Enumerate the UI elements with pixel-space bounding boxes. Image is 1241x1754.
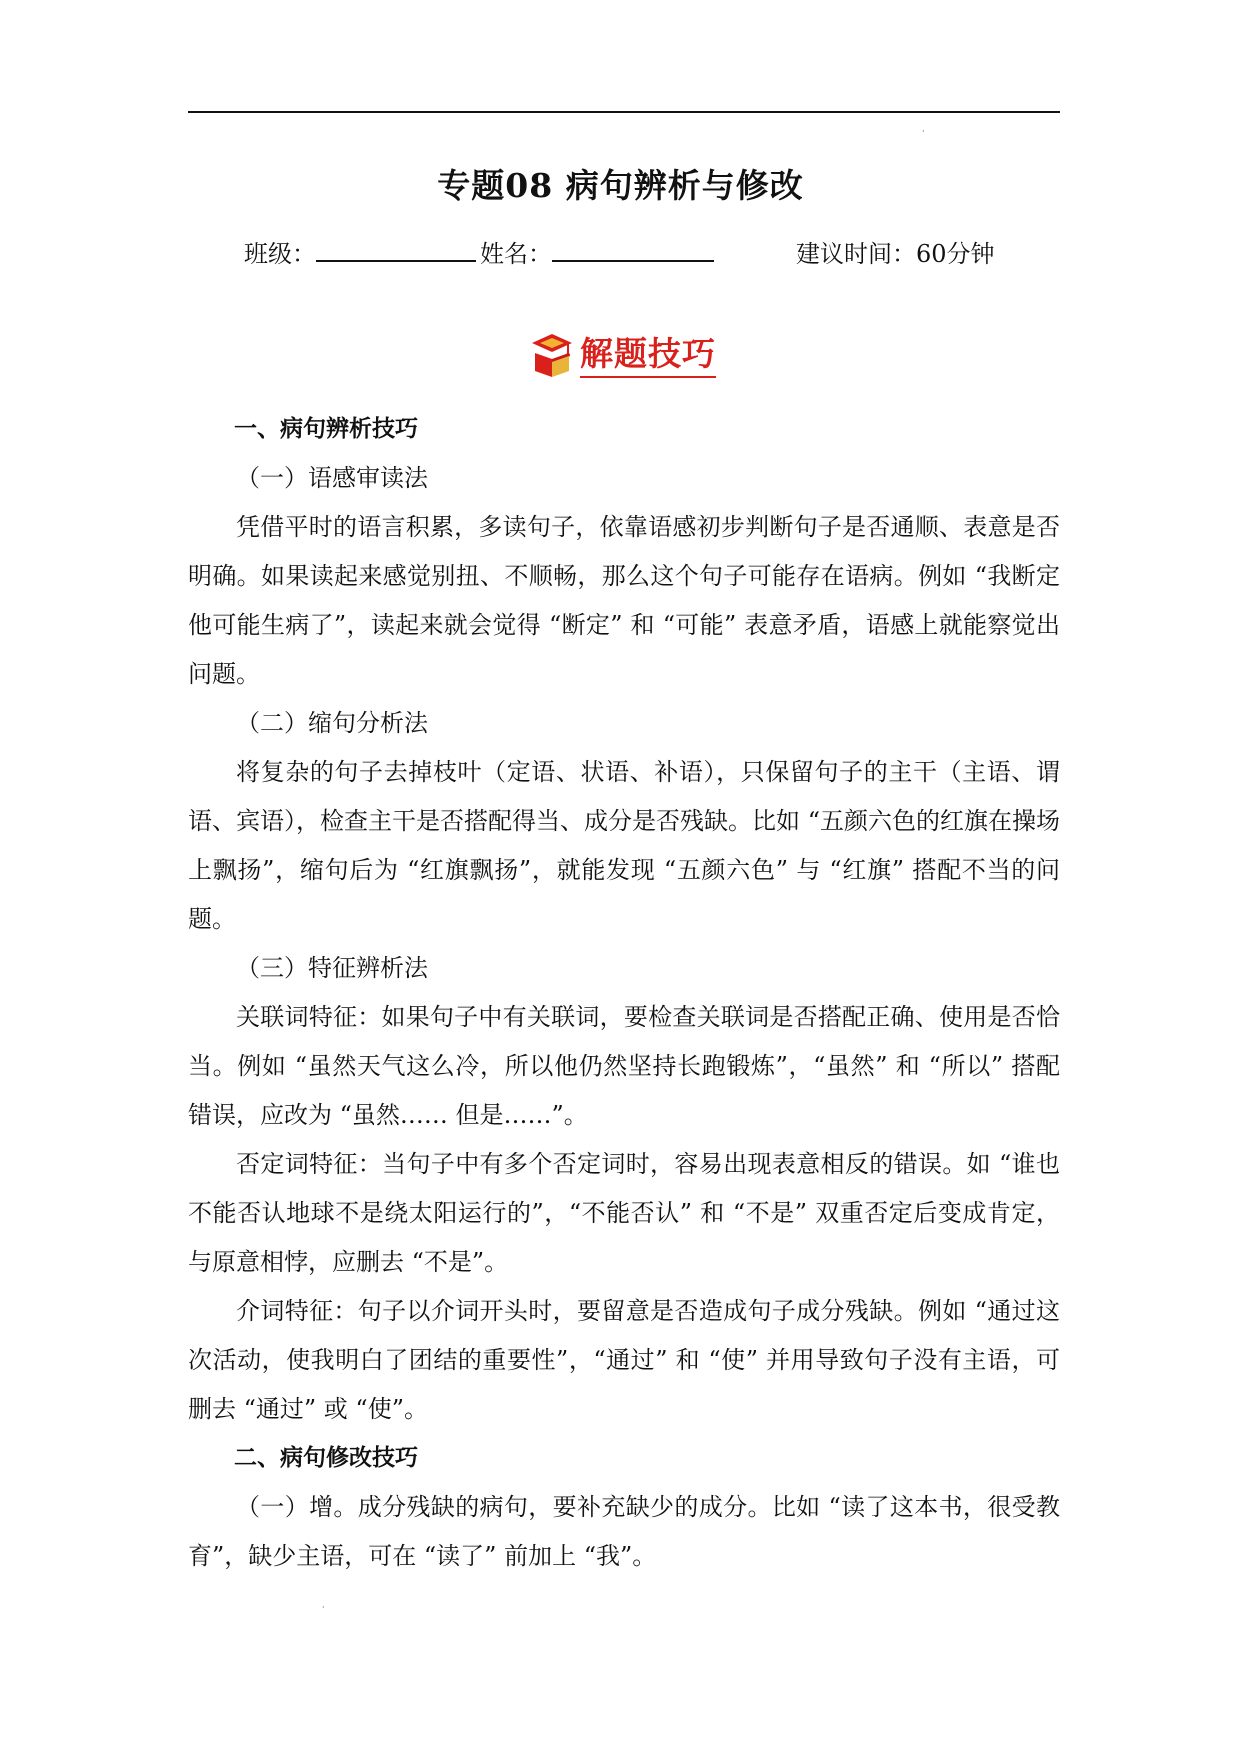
paragraph: （一）增。成分残缺的病句，要补充缺少的成分。比如 “读了这本书，很受教育”，缺少主语，可在 “读了” 前加上 “我”。 [188, 1493, 1060, 1570]
graduation-cap-book-icon [530, 332, 574, 378]
class-label: 班级： [244, 240, 316, 268]
main-content [188, 405, 1060, 1581]
badge-title: 解题技巧 [580, 332, 716, 378]
name-label: 姓名： [480, 240, 552, 268]
paragraph: 关联词特征：如果句子中有关联词，要检查关联词是否搭配正确、使用是否恰当。例如 “虽然天气这么冷，所以他仍然坚持长跑锻炼”，“虽然” 和 “所以” 搭配错误，应改为 “虽然…… 但是……”。 [188, 1003, 1060, 1129]
suggested-time: 建议时间：60分钟 [796, 240, 995, 268]
paragraph: 将复杂的句子去掉枝叶（定语、状语、补语），只保留句子的主干（主语、谓语、宾语），检查主干是否搭配得当、成分是否残缺。比如 “五颜六色的红旗在操场上飘扬”，缩句后为 “红旗飘扬”，就能发现 “五颜六色” 与 “红旗” 搭配不当的问题。 [188, 758, 1060, 933]
subsection-heading: （二）缩句分析法 [236, 709, 428, 737]
paragraph: 否定词特征：当句子中有多个否定词时，容易出现表意相反的错误。如 “谁也不能否认地球不是绕太阳运行的”，“不能否认” 和 “不是” 双重否定后变成肯定，与原意相悖，应删去 “不是”。 [188, 1150, 1060, 1276]
name-field [480, 236, 714, 272]
decorative-dot: · [922, 127, 925, 136]
subsection-heading: （一）语感审读法 [236, 464, 428, 492]
page-title: 专题08 病句辨析与修改 [437, 166, 804, 205]
section-heading: 二、病句修改技巧 [234, 1445, 418, 1471]
class-field [244, 236, 476, 272]
paragraph: 凭借平时的语言积累，多读句子，依靠语感初步判断句子是否通顺、表意是否明确。如果读起来感觉别扭、不顺畅，那么这个句子可能存在语病。例如 “我断定他可能生病了”，读起来就会觉得 “断定” 和 “可能” 表意矛盾，语感上就能察觉出问题。 [188, 513, 1060, 688]
paragraph: 介词特征：句子以介词开头时，要留意是否造成句子成分残缺。例如 “通过这次活动，使我明白了团结的重要性”，“通过” 和 “使” 并用导致句子没有主语，可删去 “通过” 或 “使”。 [188, 1297, 1060, 1423]
header-rule [188, 111, 1060, 113]
decorative-dot: · [322, 1603, 325, 1612]
name-blank[interactable] [552, 238, 714, 262]
section-heading: 一、病句辨析技巧 [234, 416, 418, 442]
class-blank[interactable] [316, 238, 476, 262]
subsection-heading: （三）特征辨析法 [236, 954, 428, 982]
solving-tips-badge [530, 330, 720, 380]
